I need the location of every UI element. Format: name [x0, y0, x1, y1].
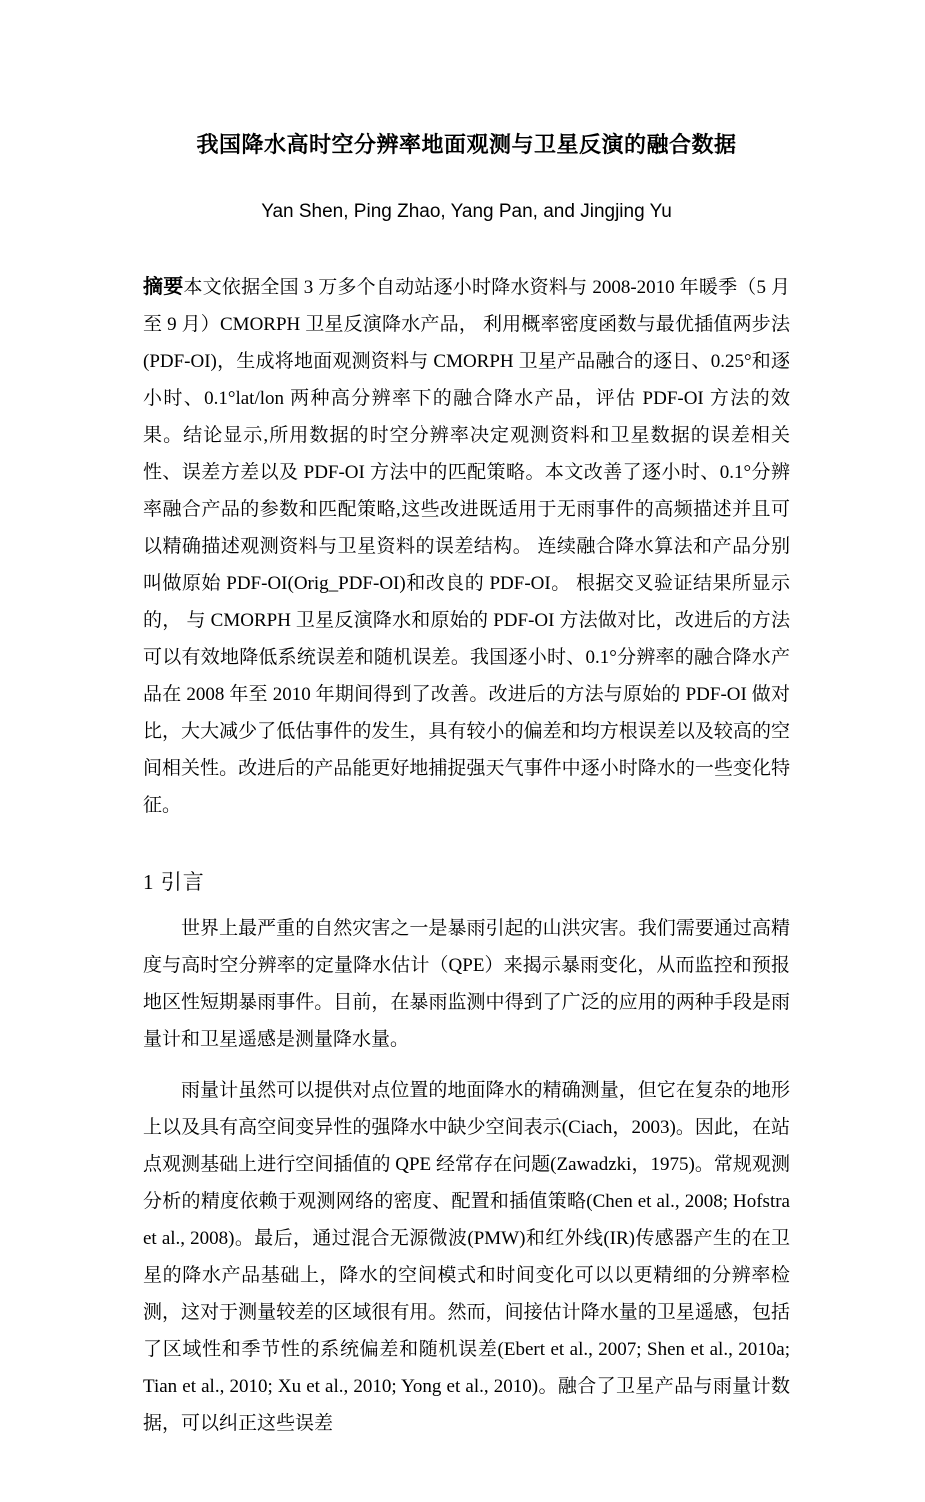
- abstract-label: 摘要: [143, 276, 184, 298]
- authors-line: Yan Shen, Ping Zhao, Yang Pan, and Jingjing Yu: [261, 201, 672, 222]
- paper-title: 我国降水高时空分辨率地面观测与卫星反演的融合数据: [196, 132, 737, 157]
- abstract-text: 本文依据全国 3 万多个自动站逐小时降水资料与 2008-2010 年暖季（5 月至 9 月）CMORPH 卫星反演降水产品， 利用概率密度函数与最优插值两步法 (PDF-OI)，生成将地面观测资料与 CMORPH 卫星产品融合的逐日、0.25°和逐小时、0.1°lat/lon 两种高分辨率下的融合降水产品，评估 PDF-OI 方法的效果。结论显示,所用数据的时空分辨率决定观测资料和卫星数据的误差相关性、误差方差以及 PDF-OI 方法中的匹配策略。本文改善了逐小时、0.1°分辨率融合产品的参数和匹配策略,这些改进既适用于无雨事件的高频描述并且可以精确描述观测资料与卫星资料的误差结构。 连续融合降水算法和产品分别叫做原始 PDF-OI(Orig_PDF-OI)和改良的 PDF-OI。 根据交叉验证结果所显示的， 与 CMORPH 卫星反演降水和原始的 PDF-OI 方法做对比，改进后的方法可以有效地降低系统误差和随机误差。我国逐小时、0.1°分辨率的融合降水产品在 2008 年至 2010 年期间得到了改善。改进后的方法与原始的 PDF-OI 做对比，大大减少了低估事件的发生，具有较小的偏差和均方根误差以及较高的空间相关性。改进后的产品能更好地捕捉强天气事件中逐小时降水的一些变化特征。: [143, 277, 790, 816]
- section-heading-introduction: 1 引言: [143, 870, 205, 894]
- intro-paragraph-1: 世界上最严重的自然灾害之一是暴雨引起的山洪灾害。我们需要通过高精度与高时空分辨率的定量降水估计（QPE）来揭示暴雨变化，从而监控和预报地区性短期暴雨事件。目前，在暴雨监测中得到了广泛的应用的两种手段是雨量计和卫星遥感是测量降水量。: [143, 918, 790, 1050]
- intro-paragraph-2: 雨量计虽然可以提供对点位置的地面降水的精确测量，但它在复杂的地形上以及具有高空间变异性的强降水中缺少空间表示(Ciach，2003)。因此，在站点观测基础上进行空间插值的 QPE 经常存在问题(Zawadzki，1975)。常规观测分析的精度依赖于观测网络的密度、配置和插值策略(Chen et al., 2008; Hofstra et al., 2008)。最后，通过混合无源微波(PMW)和红外线(IR)传感器产生的在卫星的降水产品基础上，降水的空间模式和时间变化可以以更精细的分辨率检测，这对于测量较差的区域很有用。然而，间接估计降水量的卫星遥感，包括了区域性和季节性的系统偏差和随机误差(Ebert et al., 2007; Shen et al., 2010a; Tian et al., 2010; Xu et al., 2010; Yong et al., 2010)。融合了卫星产品与雨量计数据，可以纠正这些误差: [143, 1080, 790, 1434]
- abstract-paragraph: [143, 269, 790, 824]
